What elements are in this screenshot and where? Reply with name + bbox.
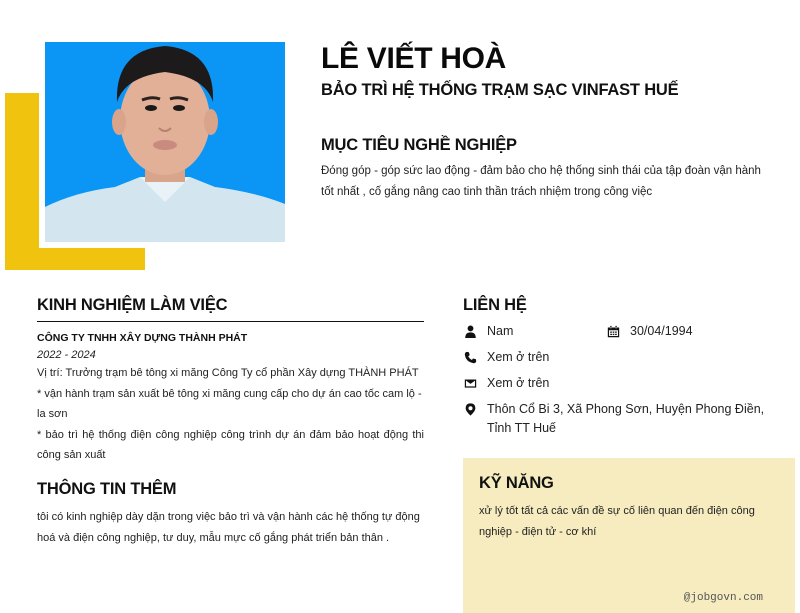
gender-field bbox=[463, 322, 606, 341]
birthday-field bbox=[606, 322, 749, 341]
contact-section bbox=[463, 296, 783, 438]
work-period: 2022 - 2024 bbox=[37, 349, 96, 361]
experience-heading: KINH NGHIỆM LÀM VIỆC bbox=[37, 296, 424, 322]
email-value: Xem ở trên bbox=[487, 376, 550, 390]
contact-row-email bbox=[463, 374, 783, 393]
phone-value: Xem ở trên bbox=[487, 350, 550, 364]
address-value: Thôn Cổ Bi 3, Xã Phong Sơn, Huyện Phong Điền, Tỉnh TT Huế bbox=[487, 402, 765, 435]
mail-icon bbox=[463, 374, 477, 393]
phone-icon bbox=[463, 348, 477, 367]
experience-item bbox=[37, 332, 424, 466]
contact-row-gender-birthday bbox=[463, 322, 783, 341]
gender-value: Nam bbox=[487, 324, 514, 338]
birthday-value: 30/04/1994 bbox=[630, 324, 693, 338]
calendar-icon bbox=[606, 322, 620, 341]
candidate-name: LÊ VIẾT HOÀ bbox=[321, 42, 507, 75]
contact-heading: LIÊN HỆ bbox=[463, 296, 527, 314]
contact-row-address bbox=[463, 400, 783, 438]
experience-description bbox=[37, 363, 424, 466]
additional-info-text: tôi có kinh nghiệp dày dặn trong việc bảo trì và vận hành các hệ thống tự động hoá và điện công nghiệp, tư duy, mẫu mực cố gắng phát triển bản thân . bbox=[37, 510, 420, 544]
additional-info-heading: THÔNG TIN THÊM bbox=[37, 479, 177, 498]
experience-line: Vị trí: Trưởng trạm bê tông xi măng Công Ty cổ phần Xây dựng THÀNH PHÁT bbox=[37, 367, 419, 379]
skills-text: xử lý tốt tất cả các vấn đề sự cố liên quan đến điện công nghiệp - điện tử - cơ khí bbox=[479, 505, 755, 538]
profile-photo bbox=[45, 42, 285, 242]
job-title: BẢO TRÌ HỆ THỐNG TRẠM SẠC VINFAST HUẾ bbox=[321, 81, 679, 99]
location-pin-icon bbox=[463, 400, 477, 419]
skills-section bbox=[463, 458, 795, 613]
contact-row-phone bbox=[463, 348, 783, 367]
left-column bbox=[37, 296, 424, 550]
skills-heading: KỸ NĂNG bbox=[479, 474, 554, 492]
objective-text: Đóng góp - góp sức lao động - đảm bảo cho hệ thống sinh thái của tập đoàn vận hành tốt nhất , cố gắng nâng cao tinh thần trách nhiệm trong công việc bbox=[321, 165, 761, 198]
watermark: @jobgovn.com bbox=[683, 592, 763, 604]
portrait-illustration bbox=[45, 42, 285, 242]
experience-line: * bảo trì hệ thống điện công nghiệp công trình dự án đảm bảo hoạt động thi công sản xuất bbox=[37, 428, 424, 461]
experience-line: * vận hành trạm sản xuất bê tông xi măng cung cấp cho dự án cao tốc cam lộ - la sơn bbox=[37, 387, 422, 420]
objective-heading: MỤC TIÊU NGHỀ NGHIỆP bbox=[321, 136, 517, 154]
company-name: CÔNG TY TNHH XÂY DỰNG THÀNH PHÁT bbox=[37, 332, 248, 344]
person-icon bbox=[463, 322, 477, 341]
